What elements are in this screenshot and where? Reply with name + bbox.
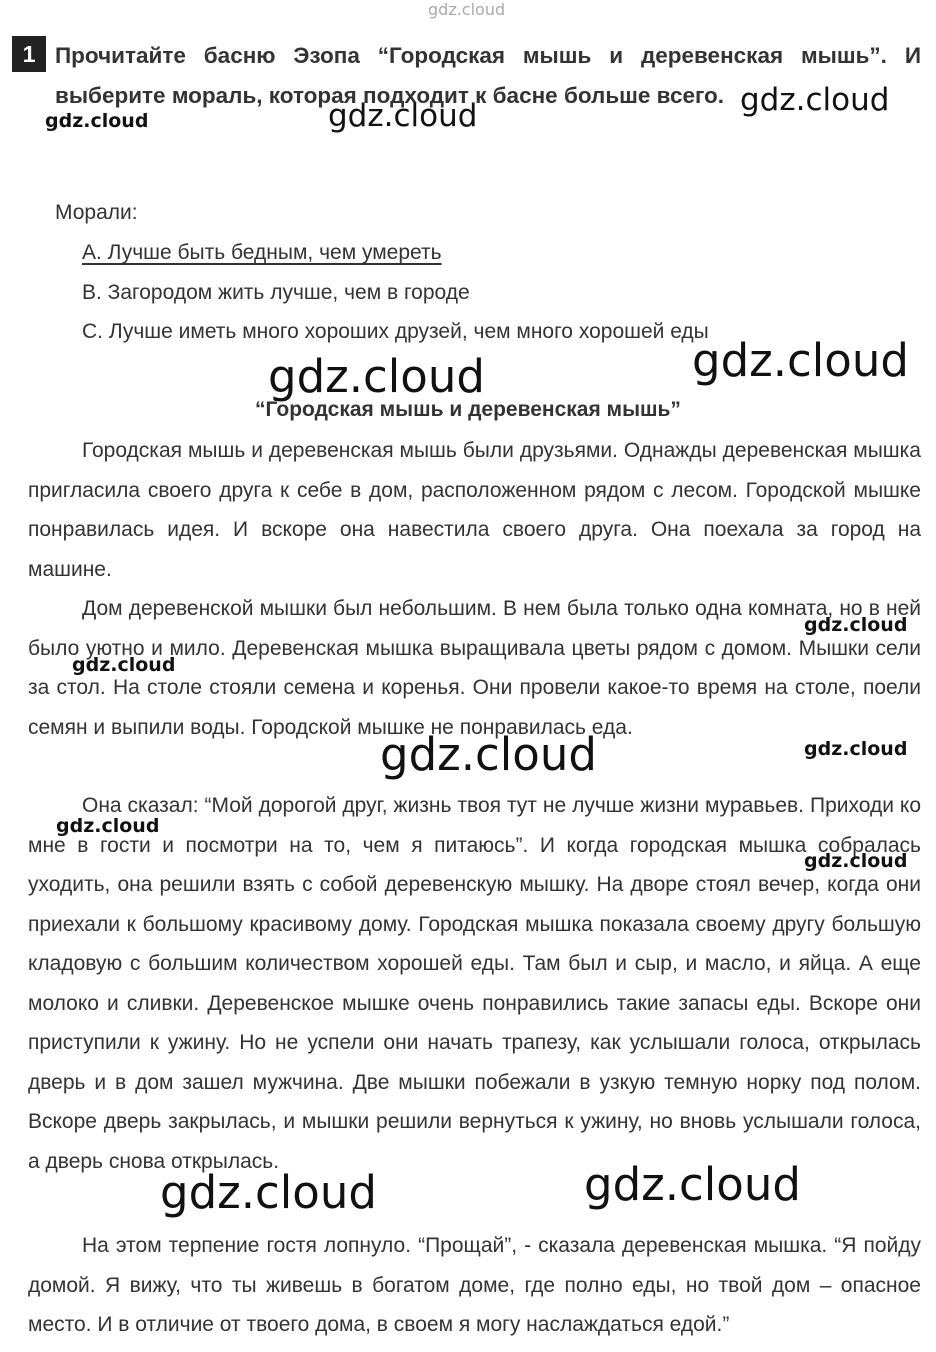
watermark: gdz.cloud (72, 654, 176, 676)
watermark: gdz.cloud (160, 1166, 377, 1219)
watermark: gdz.cloud (56, 815, 160, 837)
watermark: gdz.cloud (584, 1158, 801, 1211)
watermark: gdz.cloud (328, 98, 478, 134)
story-paragraph-4: На этом терпение гостя лопнуло. “Прощай”, - сказала деревенская мышка. “Я пойду домой. Я вижу, что ты живешь в богатом доме, где полно еды, но твой дом – опасное место. И в отличие от твоего дома, в своем я могу наслаждаться едой.” (28, 1234, 921, 1336)
task-number: 1 (12, 36, 46, 72)
story-paragraph-3: Она сказал: “Мой дорогой друг, жизнь твоя тут не лучше жизни муравьев. Приходи ко мне в гости и посмотри на то, чем я питаюсь”. И когда городская мышка собралась уходить, она решили взять с собой деревенскую мышку. На дворе стоял вечер, когда они приехали к большому красивому дому. Городская мышка показала своему другу большую кладовую с большим количеством хорошей еды. Там был и сыр, и масло, и яйца. А еще молоко и сливки. Деревенское мышке очень понравились такие запасы еды. Вскоре они приступили к ужину. Но не успели они начать трапезу, как услышали голоса, открылась дверь и в дом зашел мужчина. Две мышки побежали в узкую темную норку под полом. Вскоре дверь закрылась, и мышки решили вернуться к ужину, но вновь услышали голоса, а дверь снова открылась. (28, 794, 921, 1173)
watermark: gdz.cloud (268, 350, 485, 403)
story-paragraph-2: Дом деревенской мышки был небольшим. В нем была только одна комната, но в ней было уютно и мило. Деревенская мышка выращивала цветы рядом с домом. Мышки сели за стол. На столе стояли семена и коренья. Они провели какое-то время на столе, поели семян и выпили воды. Городской мышке не понравилась еда. (28, 597, 921, 739)
watermark-top: gdz.cloud (428, 0, 506, 19)
moral-option-c: C. Лучше иметь много хороших друзей, чем много хорошей еды (82, 320, 709, 343)
task-instruction: Прочитайте басню Эзопа “Городская мышь и деревенская мышь”. И выберите мораль, которая подходит к басне больше всего. (55, 43, 921, 108)
watermark: gdz.cloud (804, 850, 908, 872)
story-title: “Городская мышь и деревенская мышь” (255, 398, 681, 421)
watermark: gdz.cloud (380, 728, 597, 781)
moral-option-a: A. Лучше быть бедным, чем умереть (82, 241, 442, 264)
story-paragraph-1: Городская мышь и деревенская мышь были друзьями. Однажды деревенская мышка пригласила своего друга к себе в дом, расположенном рядом с лесом. Городской мышке понравилась идея. И вскоре она навестила своего друга. Она поехала за город на машине. (28, 439, 921, 581)
watermark: gdz.cloud (692, 334, 909, 387)
watermark: gdz.cloud (804, 614, 908, 636)
watermark: gdz.cloud (740, 82, 890, 118)
moral-option-b: B. Загородом жить лучше, чем в городе (82, 281, 470, 304)
watermark: gdz.cloud (45, 110, 149, 132)
morals-label: Морали: (55, 201, 138, 224)
watermark: gdz.cloud (804, 738, 908, 760)
